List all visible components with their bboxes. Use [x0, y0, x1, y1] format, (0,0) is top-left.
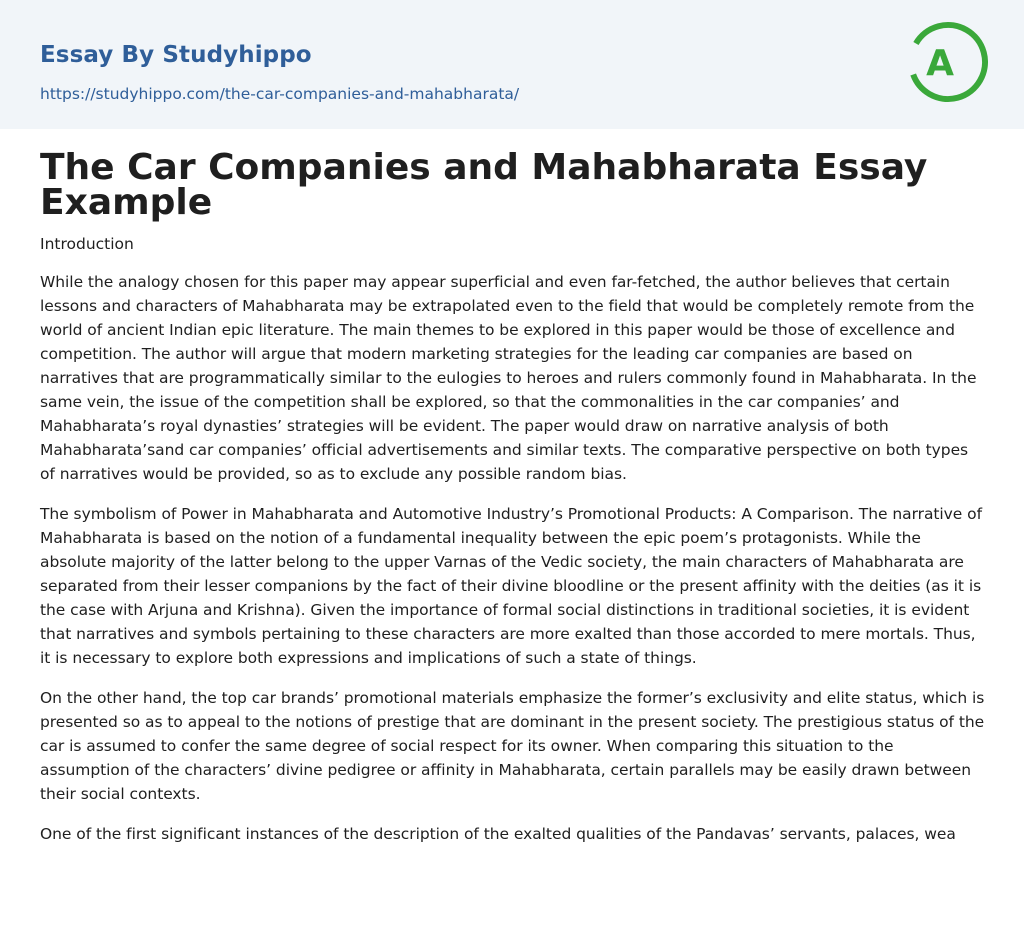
paragraph-2: The symbolism of Power in Mahabharata and Automotive Industry’s Promotional Products: A Comparison. The narrative of Mahabharata is based on the notion of a fundamental inequality between the epic poem’s protagonists. While the absolute majority of the latter belong to the upper Varnas of the Vedic society, the main characters of Mahabharata are separated from their lesser companions by the fact of their divine bloodline or the present affinity with the deities (as it is the case with Arjuna and Krishna). Given the importance of formal social distinctions in traditional societies, it is evident that narratives and symbols pertaining to these characters are more exalted than those accorded to mere mortals. Thus, it is necessary to explore both expressions and implications of such a state of things.	[40, 505, 983, 667]
site-brand[interactable]: Essay By Studyhippo	[40, 42, 312, 68]
paragraph-3: On the other hand, the top car brands’ promotional materials emphasize the former’s exclusivity and elite status, which is presented so as to appeal to the notions of prestige that are dominant in the present society. The prestigious status of the car is assumed to confer the same degree of social respect for its owner. When comparing this situation to the assumption of the characters’ divine pedigree or affinity in Mahabharata, certain parallels may be easily drawn between their social contexts.	[40, 689, 985, 803]
logo-letter: A	[926, 43, 954, 84]
section-heading-introduction: Introduction	[40, 235, 134, 253]
article-title: The Car Companies and Mahabharata Essay Example	[40, 147, 928, 223]
paragraph-4: One of the first significant instances of the description of the exalted qualities of the Pandavas’ servants, palaces, wea	[40, 825, 956, 843]
article-body	[40, 234, 986, 862]
article-url-link[interactable]: https://studyhippo.com/the-car-companies-and-mahabharata/	[40, 85, 520, 103]
paragraph-1: While the analogy chosen for this paper may appear superficial and even far-fetched, the author believes that certain lessons and characters of Mahabharata may be extrapolated even to the field that would be completely remote from the world of ancient Indian epic literature. The main themes to be explored in this paper would be those of excellence and competition. The author will argue that modern marketing strategies for the leading car companies are based on narratives that are programmatically similar to the eulogies to heroes and rulers commonly found in Mahabharata. In the same vein, the issue of the competition shall be explored, so that the commonalities in the car companies’ and Mahabharata’s royal dynasties’ strategies will be evident. The paper would draw on narrative analysis of both Mahabharata’sand car companies’ official advertisements and similar texts. The comparative perspective on both types of narratives would be provided, so as to exclude any possible random bias.	[40, 273, 977, 483]
